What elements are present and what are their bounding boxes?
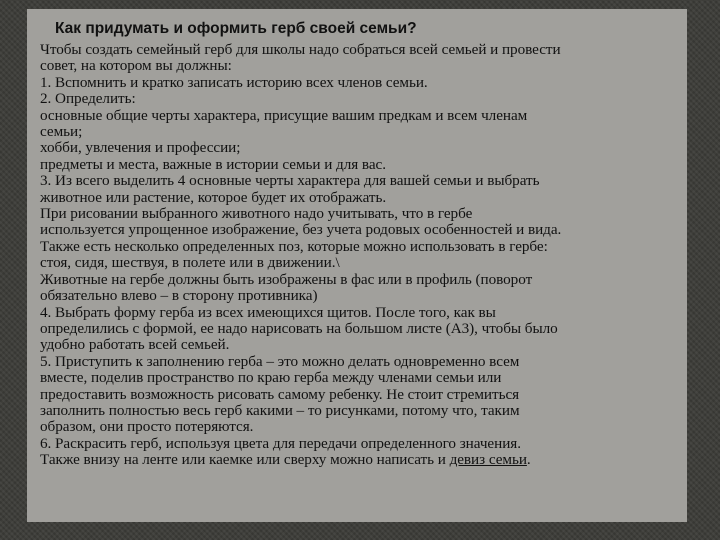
body-line: обязательно влево – в сторону противника)	[40, 287, 318, 305]
body-line: используется упрощенное изображение, без учета родовых особенностей и вида.	[40, 221, 562, 239]
body-line: предметы и места, важные в истории семьи и для вас.	[40, 155, 386, 173]
body-line: Чтобы создать семейный герб для школы надо собраться всей семьей и провести	[40, 41, 561, 58]
body-line: вместе, поделив пространство по краю герба между членами семьи или	[40, 369, 502, 387]
last-line-suffix: .	[526, 451, 531, 469]
body-line: стоя, сидя, шествуя, в полете или в движении.\	[40, 254, 340, 272]
body-line: При рисовании выбранного животного надо учитывать, что в гербе	[40, 205, 473, 223]
body-line: Животные на гербе должны быть изображены в фас или в профиль (поворот	[40, 270, 533, 288]
body-line: удобно работать всей семьей.	[40, 336, 230, 354]
family-motto-link[interactable]: девиз семьи	[449, 451, 527, 469]
body-line: хобби, увлечения и профессии;	[40, 139, 241, 157]
body-line: образом, они просто потеряются.	[40, 418, 254, 436]
body-line: 1. Вспомнить и кратко записать историю всех членов семьи.	[40, 73, 428, 91]
last-line-prefix: Также внизу на ленте или каемке или сверху можно написать и	[40, 451, 450, 469]
body-line: семьи;	[40, 123, 83, 141]
body-line: Также есть несколько определенных поз, которые можно использовать в гербе:	[40, 237, 548, 255]
slide	[27, 9, 687, 522]
body-line: основные общие черты характера, присущие вашим предкам и всем членам	[40, 106, 528, 124]
body-line: совет, на котором вы должны:	[40, 57, 232, 75]
body-line: предоставить возможность рисовать самому ребенку. Не стоит стремиться	[40, 385, 520, 403]
slide-title: Как придумать и оформить герб своей семьи?	[55, 20, 417, 37]
body-line: 6. Раскрасить герб, используя цвета для передачи определенного значения.	[40, 434, 521, 452]
body-line: заполнить полностью весь герб какими – то рисунками, потому что, таким	[40, 401, 520, 419]
body-line-last	[40, 452, 688, 468]
body-line: 2. Определить:	[40, 90, 136, 108]
body-line: определились с формой, ее надо нарисовать на большом листе (А3), чтобы было	[40, 319, 558, 337]
body-line: 4. Выбрать форму герба из всех имеющихся щитов. После того, как вы	[40, 303, 496, 321]
slide-body	[40, 42, 688, 469]
body-line: животное или растение, которое будет их отображать.	[40, 188, 387, 206]
body-line: 3. Из всего выделить 4 основные черты характера для вашей семьи и выбрать	[40, 172, 540, 190]
body-line: 5. Приступить к заполнению герба – это можно делать одновременно всем	[40, 352, 520, 370]
